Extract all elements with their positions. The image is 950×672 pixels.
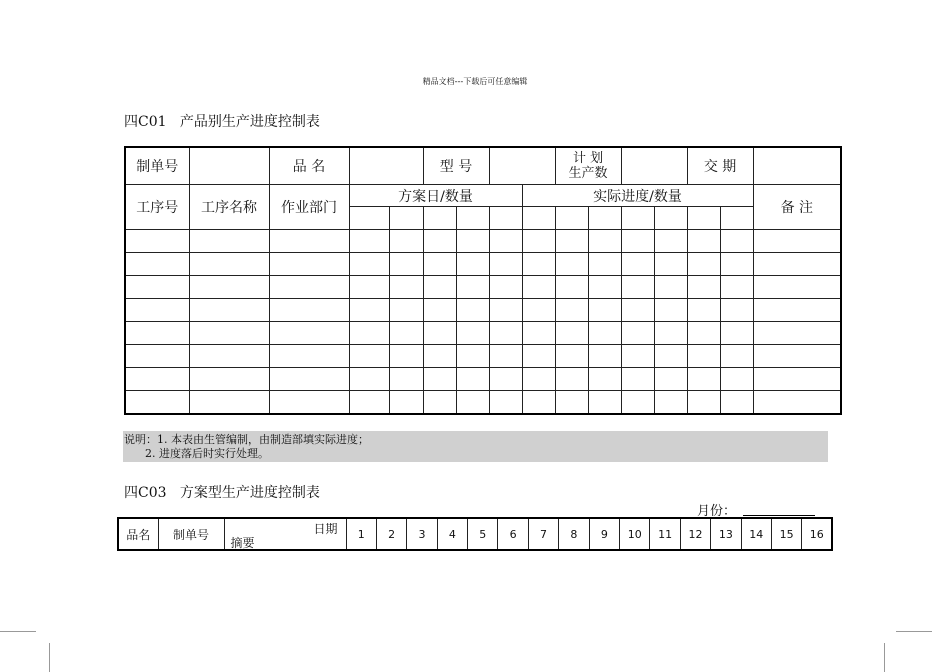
order-no-label: 制单号 [125,147,189,185]
month-label: 月份： [697,504,737,519]
table-cell[interactable] [555,253,588,276]
table-cell[interactable] [125,253,189,276]
table-cell[interactable] [269,253,349,276]
day-header-4: 4 [437,518,467,550]
table-cell[interactable] [125,230,189,253]
table-cell[interactable] [720,368,753,391]
table-cell[interactable] [687,345,720,368]
table-cell[interactable] [389,299,423,322]
table-cell[interactable] [189,345,269,368]
day-header-1: 1 [346,518,376,550]
table-cell[interactable] [621,276,654,299]
plan-date-qty-header: 方案日/数量 [349,185,522,207]
table-cell[interactable] [423,368,456,391]
table-cell[interactable] [269,345,349,368]
day-header-5: 5 [468,518,498,550]
table-cell[interactable] [423,253,456,276]
table-row [125,322,841,345]
table-cell[interactable] [588,299,621,322]
subcolumn-header-cell[interactable] [687,207,720,230]
table-cell[interactable] [687,368,720,391]
day-header-8: 8 [559,518,589,550]
table-cell[interactable] [720,391,753,415]
header-note: 精品文档---下载后可任意编辑 [422,77,528,86]
table-row [125,276,841,299]
table-cell[interactable] [456,253,489,276]
plan-progress-table [117,517,833,551]
table-cell[interactable] [456,276,489,299]
table-cell[interactable] [349,230,389,253]
subcolumn-header-cell[interactable] [522,207,555,230]
table-cell[interactable] [125,391,189,415]
table-cell[interactable] [621,299,654,322]
table-cell[interactable] [456,368,489,391]
table-cell[interactable] [269,368,349,391]
subcolumn-header-cell[interactable] [621,207,654,230]
table-cell[interactable] [423,391,456,415]
product-name-label: 品 名 [269,147,349,185]
table-cell[interactable] [654,276,687,299]
table-cell[interactable] [522,345,555,368]
table-cell[interactable] [189,230,269,253]
table-cell[interactable] [423,276,456,299]
remarks-header: 备 注 [753,185,841,230]
process-name-header: 工序名称 [189,185,269,230]
month-input-line[interactable] [743,515,815,516]
day-header-13: 13 [711,518,741,550]
subcolumn-header-cell[interactable] [555,207,588,230]
table-cell[interactable] [349,253,389,276]
table-cell[interactable] [720,253,753,276]
table-cell[interactable] [687,322,720,345]
table-cell[interactable] [654,230,687,253]
table-header-row-2 [125,185,841,207]
subcolumn-header-cell[interactable] [456,207,489,230]
table-cell[interactable] [753,276,841,299]
table-cell[interactable] [687,253,720,276]
table-row [125,345,841,368]
section1-title: 四C01 产品别生产进度控制表 [124,114,320,130]
table-cell[interactable] [189,276,269,299]
table-cell[interactable] [687,230,720,253]
table-cell[interactable] [687,391,720,415]
day-header-14: 14 [741,518,771,550]
production-progress-table [124,146,842,415]
table-cell[interactable] [522,299,555,322]
subcolumn-header-cell[interactable] [588,207,621,230]
table-cell[interactable] [555,276,588,299]
table-cell[interactable] [588,230,621,253]
table-cell[interactable] [588,322,621,345]
table-cell[interactable] [522,322,555,345]
table-cell[interactable] [654,345,687,368]
table-cell[interactable] [522,230,555,253]
table-cell[interactable] [753,391,841,415]
table-cell[interactable] [555,322,588,345]
table-cell[interactable] [555,299,588,322]
table-cell[interactable] [720,276,753,299]
table-cell[interactable] [489,299,522,322]
table-row [125,368,841,391]
table-row [125,299,841,322]
day-header-10: 10 [620,518,650,550]
summary-label: 摘要 [230,536,255,550]
note-line-2: 2. 进度落后时实行处理。 [124,447,269,460]
crop-mark [884,643,885,672]
table-cell[interactable] [753,368,841,391]
subcolumn-header-cell[interactable] [389,207,423,230]
table-cell[interactable] [349,276,389,299]
table-cell[interactable] [522,253,555,276]
table-cell[interactable] [423,345,456,368]
table-cell[interactable] [423,299,456,322]
table-cell[interactable] [588,345,621,368]
table-cell[interactable] [389,276,423,299]
table-cell[interactable] [189,322,269,345]
day-header-12: 12 [680,518,710,550]
day-header-15: 15 [771,518,801,550]
table-cell[interactable] [753,253,841,276]
table-cell[interactable] [423,322,456,345]
date-summary-header [224,518,346,550]
table-cell[interactable] [389,345,423,368]
table-row [125,391,841,415]
subcolumn-header-cell[interactable] [654,207,687,230]
table-cell[interactable] [522,391,555,415]
planned-qty-value[interactable] [621,147,687,185]
subcolumn-header-cell[interactable] [489,207,522,230]
table-cell[interactable] [349,391,389,415]
table-cell[interactable] [489,345,522,368]
table-cell[interactable] [389,391,423,415]
table-cell[interactable] [125,368,189,391]
table-cell[interactable] [269,391,349,415]
table-cell[interactable] [125,276,189,299]
table-row [125,253,841,276]
table-cell[interactable] [753,322,841,345]
table-cell[interactable] [720,230,753,253]
plan-table-header-row [118,518,832,550]
section2-title: 四C03 方案型生产进度控制表 [124,485,320,501]
table-cell[interactable] [125,345,189,368]
table-cell[interactable] [189,299,269,322]
crop-mark [0,631,36,632]
crop-mark [49,643,50,672]
table-cell[interactable] [349,368,389,391]
table-cell[interactable] [621,391,654,415]
model-label: 型 号 [423,147,489,185]
product-name-value[interactable] [349,147,423,185]
table-cell[interactable] [621,368,654,391]
planned-qty-label: 计 划 生产数 [555,147,621,185]
day-header-16: 16 [802,518,832,550]
table-cell[interactable] [189,391,269,415]
table-cell[interactable] [489,391,522,415]
table-cell[interactable] [720,322,753,345]
table-cell[interactable] [269,322,349,345]
table-cell[interactable] [753,299,841,322]
subcolumn-header-cell[interactable] [423,207,456,230]
table-cell[interactable] [269,230,349,253]
table-cell[interactable] [349,345,389,368]
day-header-9: 9 [589,518,619,550]
day-header-7: 7 [528,518,558,550]
order-no-header: 制单号 [158,518,224,550]
table-cell[interactable] [125,322,189,345]
table-cell[interactable] [720,299,753,322]
date-label: 日期 [313,522,338,536]
process-no-header: 工序号 [125,185,189,230]
table-cell[interactable] [555,345,588,368]
table-header-row-1 [125,147,841,185]
table-cell[interactable] [753,345,841,368]
table-cell[interactable] [456,230,489,253]
table-cell[interactable] [522,368,555,391]
department-header: 作业部门 [269,185,349,230]
table-cell[interactable] [489,322,522,345]
table-cell[interactable] [621,230,654,253]
table-cell[interactable] [588,368,621,391]
table-cell[interactable] [349,322,389,345]
table-cell[interactable] [555,230,588,253]
notes-box [123,431,828,462]
delivery-label: 交 期 [687,147,753,185]
actual-progress-header: 实际进度/数量 [522,185,753,207]
table-cell[interactable] [654,368,687,391]
table-cell[interactable] [349,299,389,322]
table-cell[interactable] [389,322,423,345]
table-cell[interactable] [555,368,588,391]
table-cell[interactable] [389,253,423,276]
table-cell[interactable] [621,345,654,368]
table-cell[interactable] [588,391,621,415]
table-cell[interactable] [389,230,423,253]
table-cell[interactable] [654,322,687,345]
table-cell[interactable] [654,299,687,322]
table-cell[interactable] [489,253,522,276]
subcolumn-header-cell[interactable] [720,207,753,230]
table-cell[interactable] [456,322,489,345]
table-cell[interactable] [588,253,621,276]
table-cell[interactable] [456,299,489,322]
table-cell[interactable] [654,253,687,276]
product-header: 品名 [118,518,158,550]
table-cell[interactable] [269,276,349,299]
table-cell[interactable] [687,299,720,322]
table-cell[interactable] [269,299,349,322]
table-cell[interactable] [489,276,522,299]
table-cell[interactable] [489,368,522,391]
table-cell[interactable] [125,299,189,322]
day-header-11: 11 [650,518,680,550]
table-cell[interactable] [654,391,687,415]
model-value[interactable] [489,147,555,185]
table-cell[interactable] [621,253,654,276]
subcolumn-header-cell[interactable] [349,207,389,230]
table-row [125,230,841,253]
table-cell[interactable] [522,276,555,299]
day-header-6: 6 [498,518,528,550]
table-cell[interactable] [720,345,753,368]
table-cell[interactable] [489,230,522,253]
table-cell[interactable] [423,230,456,253]
table-cell[interactable] [189,253,269,276]
table-cell[interactable] [189,368,269,391]
table-cell[interactable] [753,230,841,253]
note-line-1: 说明：1. 本表由生管编制，由制造部填实际进度； [124,433,369,446]
table-cell[interactable] [588,276,621,299]
table-cell[interactable] [555,391,588,415]
table-cell[interactable] [687,276,720,299]
order-no-value[interactable] [189,147,269,185]
table-cell[interactable] [456,391,489,415]
delivery-value[interactable] [753,147,841,185]
table-cell[interactable] [389,368,423,391]
table-cell[interactable] [621,322,654,345]
day-header-2: 2 [376,518,406,550]
day-header-3: 3 [407,518,437,550]
table-cell[interactable] [456,345,489,368]
crop-mark [896,631,932,632]
